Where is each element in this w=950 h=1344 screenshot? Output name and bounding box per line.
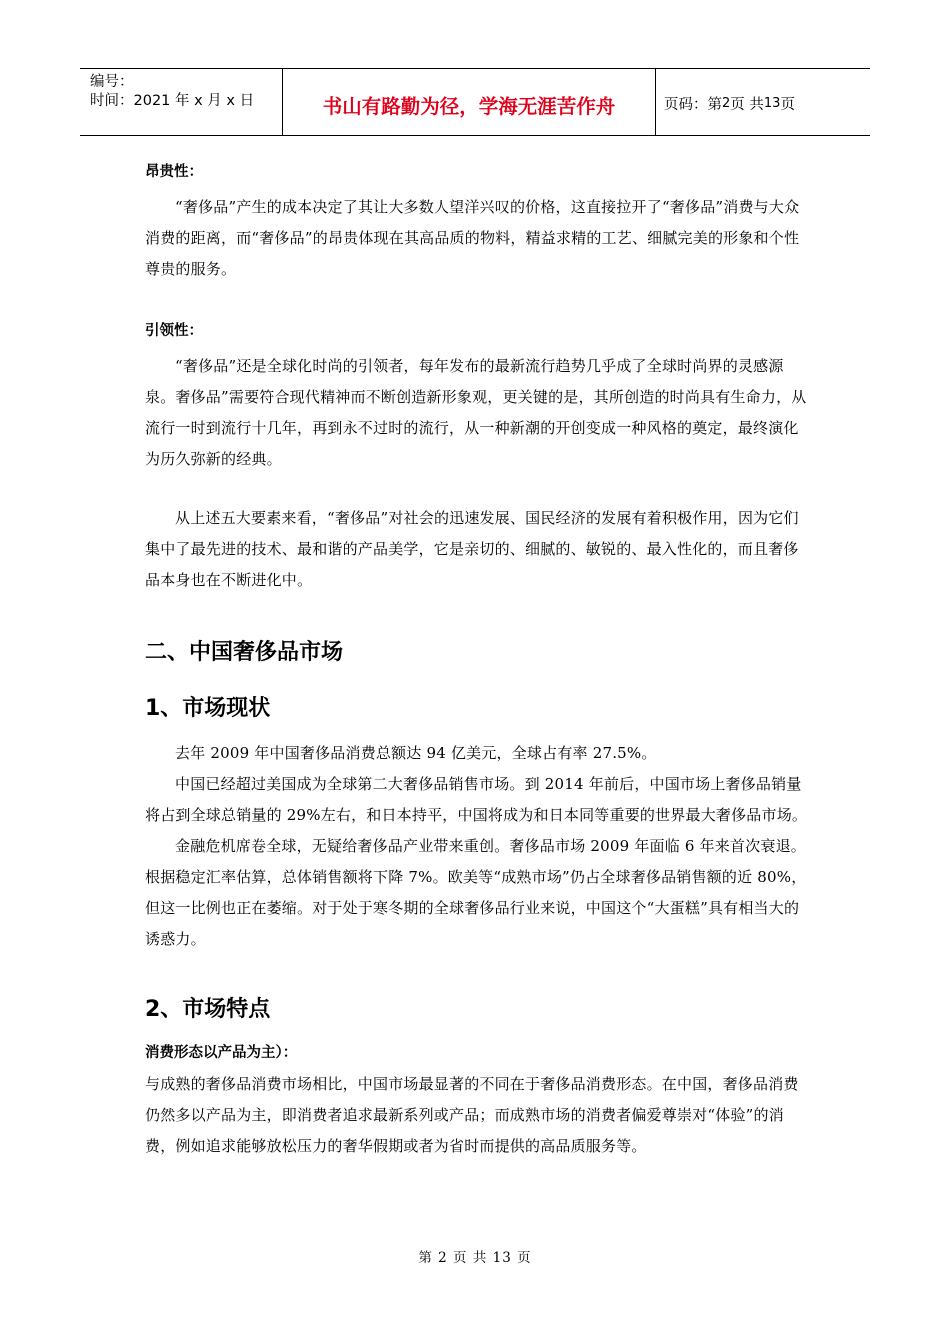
leading-text: “奢侈品”还是全球化时尚的引领者，每年发布的最新流行趋势几乎成了全球时尚界的灵感源泉。奢侈品”需要符合现代精神而不断创造新形象观，更关键的是，其所创造的时尚具有生命力，从流行一时到流行十几年，再到永不过时的流行，从一种新潮的开创变成一种风格的奠定，最终演化为历久弥新的经典。 <box>145 357 807 468</box>
summary-text: 从上述五大要素来看，“奢侈品”对社会的迅速发展、国民经济的发展有着积极作用，因为它们集中了最先进的技术、最和谐的产品美学，它是亲切的、细腻的、敏锐的、最入性化的，而且奢侈品本身也在不断进化中。 <box>145 509 799 589</box>
header-motto: 书山有路勤为径，学海无涯苦作舟 <box>282 69 656 135</box>
document-body <box>145 155 810 1162</box>
expensive-title: 昂贵性： <box>145 164 203 180</box>
number-label: 编号： <box>90 74 134 90</box>
page-current: 2 <box>722 95 731 111</box>
market-status-heading: 1、市场现状 <box>145 696 271 721</box>
leading-title: 引领性： <box>145 323 203 339</box>
page-label-mid: 页 共 <box>730 96 764 113</box>
page-header <box>80 68 870 136</box>
expensive-text: “奢侈品”产生的成本决定了其让大多数人望洋兴叹的价格，这直接拉开了“奢侈品”消费与大众消费的距离，而“奢侈品”的昂贵体现在其高品质的物料，精益求精的工艺、细腻完美的形象和个性尊贵的服务。 <box>145 198 800 278</box>
market-status-p1: 去年 2009 年中国奢侈品消费总额达 94 亿美元，全球占有率 27.5%。 <box>175 744 657 762</box>
header-page-info <box>656 69 870 135</box>
market-features-heading: 2、市场特点 <box>145 997 271 1022</box>
china-market-heading: 二、中国奢侈品市场 <box>145 640 344 665</box>
time-label: 时间：2021 年 x 月 x 日 <box>90 93 255 109</box>
page-label-suffix: 页 <box>780 96 795 113</box>
consumption-form-text: 与成熟的奢侈品消费市场相比，中国市场最显著的不同在于奢侈品消费形态。在中国，奢侈品消费仍然多以产品为主，即消费者追求最新系列或产品；而成熟市场的消费者偏爱尊崇对“体验”的消费，例如追求能够放松压力的奢华假期或者为省时而提供的高品质服务等。 <box>145 1075 799 1155</box>
market-status-p2: 中国已经超过美国成为全球第二大奢侈品销售市场。到 2014 年前后，中国市场上奢侈品销量将占到全球总销量的 29%左右，和日本持平，中国将成为和日本同等重要的世界最大奢侈品市场。 <box>145 775 808 824</box>
consumption-form-title: 消费形态以产品为主）： <box>145 1045 298 1061</box>
page-total: 13 <box>763 95 781 111</box>
page-footer: 第 2 页 共 13 页 <box>418 1250 532 1266</box>
page-label-prefix: 页码：第 <box>664 96 722 113</box>
header-meta <box>80 69 282 135</box>
market-status-p3: 金融危机席卷全球，无疑给奢侈品产业带来重创。奢侈品市场 2009 年面临 6 年来首次衰退。根据稳定汇率估算，总体销售额将下降 7%。欧美等“成熟市场”仍占全球奢侈品销售额的近 80%，但这一比例也正在萎缩。对于处于寒冬期的全球奢侈品行业来说，中国这个“大蛋糕”具有相当大的诱惑力。 <box>145 837 807 948</box>
